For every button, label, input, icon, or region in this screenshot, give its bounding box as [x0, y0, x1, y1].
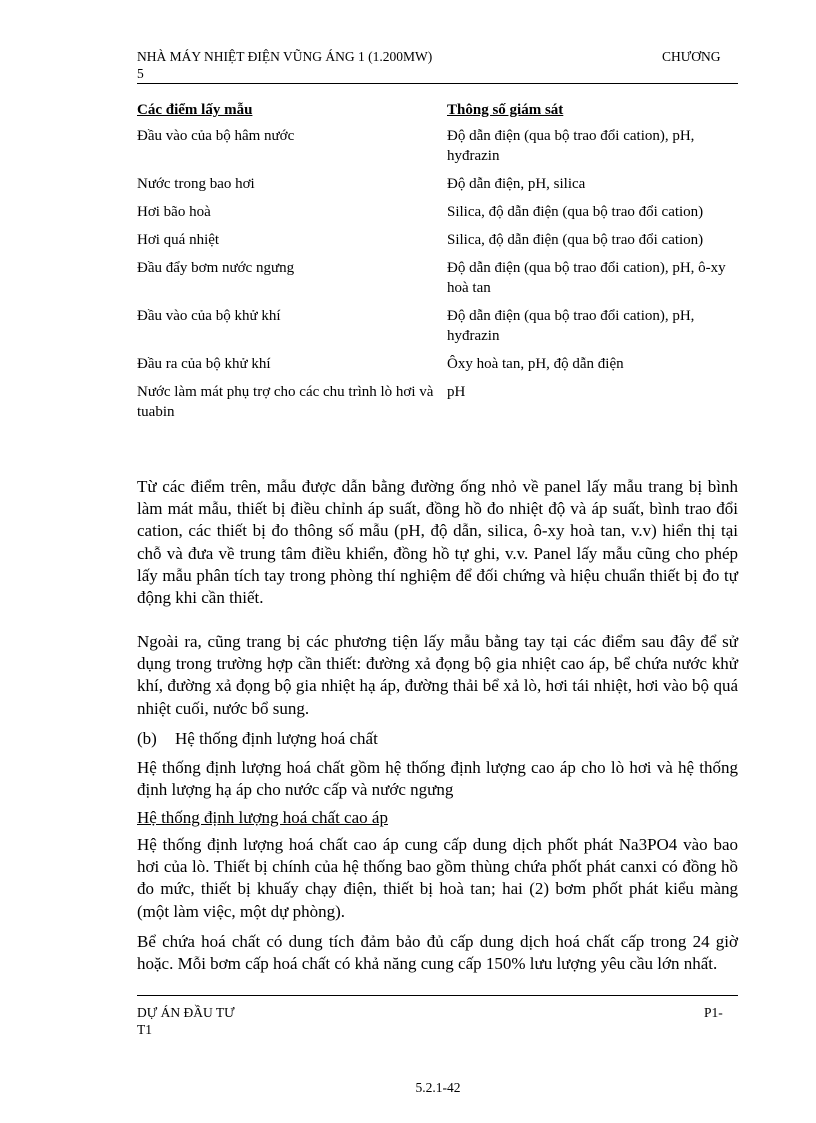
table-row [137, 354, 738, 374]
sampling-point: Đầu vào của bộ hâm nước [137, 128, 295, 144]
table-row [137, 258, 738, 298]
section-heading-chemical-dosing [137, 728, 738, 750]
paragraph-sampling-panel: Từ các điểm trên, mẫu được dẫn bằng đường ống nhỏ về panel lấy mẫu trang bị bình làm mát mẫu, thiết bị điều chỉnh áp suất, đồng hồ đo nhiệt độ và áp suất, bình trao đổi cation, các thiết bị đo thông số mẫu (pH, độ dẫn, silica, ô-xy hoà tan, v.v) hiển thị tại chỗ và đưa về trung tâm điều khiển, đồng hồ tự ghi, v.v. Panel lấy mẫu cũng cho phép lấy mẫu phân tích tay trong phòng thí nghiệm để đối chứng và hiệu chuẩn thiết bị đo tự động khi cần thiết. [137, 477, 738, 608]
sampling-point: Nước trong bao hơi [137, 176, 255, 192]
header-divider [137, 83, 738, 84]
table-row [137, 174, 738, 194]
footer-project-label: DỰ ÁN ĐẦU TƯ [137, 1005, 235, 1020]
section-title: Hệ thống định lượng hoá chất [175, 729, 378, 748]
monitored-parameter: Độ dẫn điện, pH, silica [447, 176, 586, 192]
header-chapter-number: 5 [137, 66, 144, 81]
subheading-high-pressure-dosing: Hệ thống định lượng hoá chất cao áp [137, 808, 388, 827]
table-row [137, 382, 738, 422]
sampling-point: Nước làm mát phụ trợ cho các chu trình lò hơi và tuabin [137, 384, 434, 420]
paragraph-manual-sampling: Ngoài ra, cũng trang bị các phương tiện lấy mẫu bằng tay tại các điểm sau đây để sử dụng trong trường hợp cần thiết: đường xả đọng bộ gia nhiệt cao áp, bể chứa nước khử khí, đường xả đọng bộ gia nhiệt hạ áp, đường thải bể xả lò, hơi tái nhiệt, hơi vào bộ quá nhiệt cuối, nước bổ sung. [137, 632, 738, 718]
paragraph-chemical-tank: Bể chứa hoá chất có dung tích đảm bảo đủ cấp dung dịch hoá chất cấp trong 24 giờ hoặc. Mỗi bơm cấp hoá chất có khả năng cung cấp 150% lưu lượng yêu cầu lớn nhất. [137, 932, 738, 974]
monitored-parameter: pH [447, 384, 466, 400]
sampling-point: Đầu ra của bộ khử khí [137, 356, 271, 372]
header-chapter-label: CHƯƠNG [662, 49, 721, 64]
footer-project-label-cont: T1 [137, 1022, 152, 1037]
sampling-point: Đầu vào của bộ khử khí [137, 308, 281, 324]
table-header [137, 100, 738, 126]
footer-part-label: P1- [704, 1005, 723, 1020]
paragraph-high-pressure-dosing: Hệ thống định lượng hoá chất cao áp cung cấp dung dịch phốt phát Na3PO4 vào bao hơi của lò. Thiết bị chính của hệ thống bao gồm thùng chứa phốt phát canxi có đồng hồ đo mức, thiết bị khuấy chạy điện, thiết bị hoà tan; hai (2) bơm phốt phát kiểu màng (một làm việc, một dự phòng). [137, 835, 738, 921]
monitored-parameter: Ôxy hoà tan, pH, độ dẫn điện [447, 356, 624, 372]
monitored-parameter: Độ dẫn điện (qua bộ trao đổi cation), pH, hyđrazin [447, 128, 695, 164]
section-label: (b) [137, 729, 157, 748]
column-header-monitored-parameter: Thông số giám sát [447, 102, 564, 118]
table-row [137, 202, 738, 222]
sampling-points-table [137, 100, 738, 430]
table-row [137, 126, 738, 166]
table-row [137, 306, 738, 346]
monitored-parameter: Silica, độ dẫn điện (qua bộ trao đổi cation) [447, 204, 704, 220]
footer-divider [137, 995, 738, 996]
table-row [137, 230, 738, 250]
sampling-point: Hơi quá nhiệt [137, 232, 220, 248]
column-header-sampling-point: Các điểm lấy mẫu [137, 102, 253, 118]
paragraph-dosing-overview: Hệ thống định lượng hoá chất gồm hệ thống định lượng cao áp cho lò hơi và hệ thống định lượng hạ áp cho nước cấp và nước ngưng [137, 758, 738, 800]
monitored-parameter: Độ dẫn điện (qua bộ trao đổi cation), pH, hyđrazin [447, 308, 695, 344]
page-number: 5.2.1-42 [415, 1080, 461, 1095]
sampling-point: Hơi bão hoà [137, 204, 211, 220]
monitored-parameter: Silica, độ dẫn điện (qua bộ trao đổi cation) [447, 232, 704, 248]
monitored-parameter: Độ dẫn điện (qua bộ trao đổi cation), pH, ô-xy hoà tan [447, 260, 726, 296]
sampling-point: Đầu đẩy bơm nước ngưng [137, 260, 295, 276]
header-project-title: NHÀ MÁY NHIỆT ĐIỆN VŨNG ÁNG 1 (1.200MW) [137, 49, 433, 64]
